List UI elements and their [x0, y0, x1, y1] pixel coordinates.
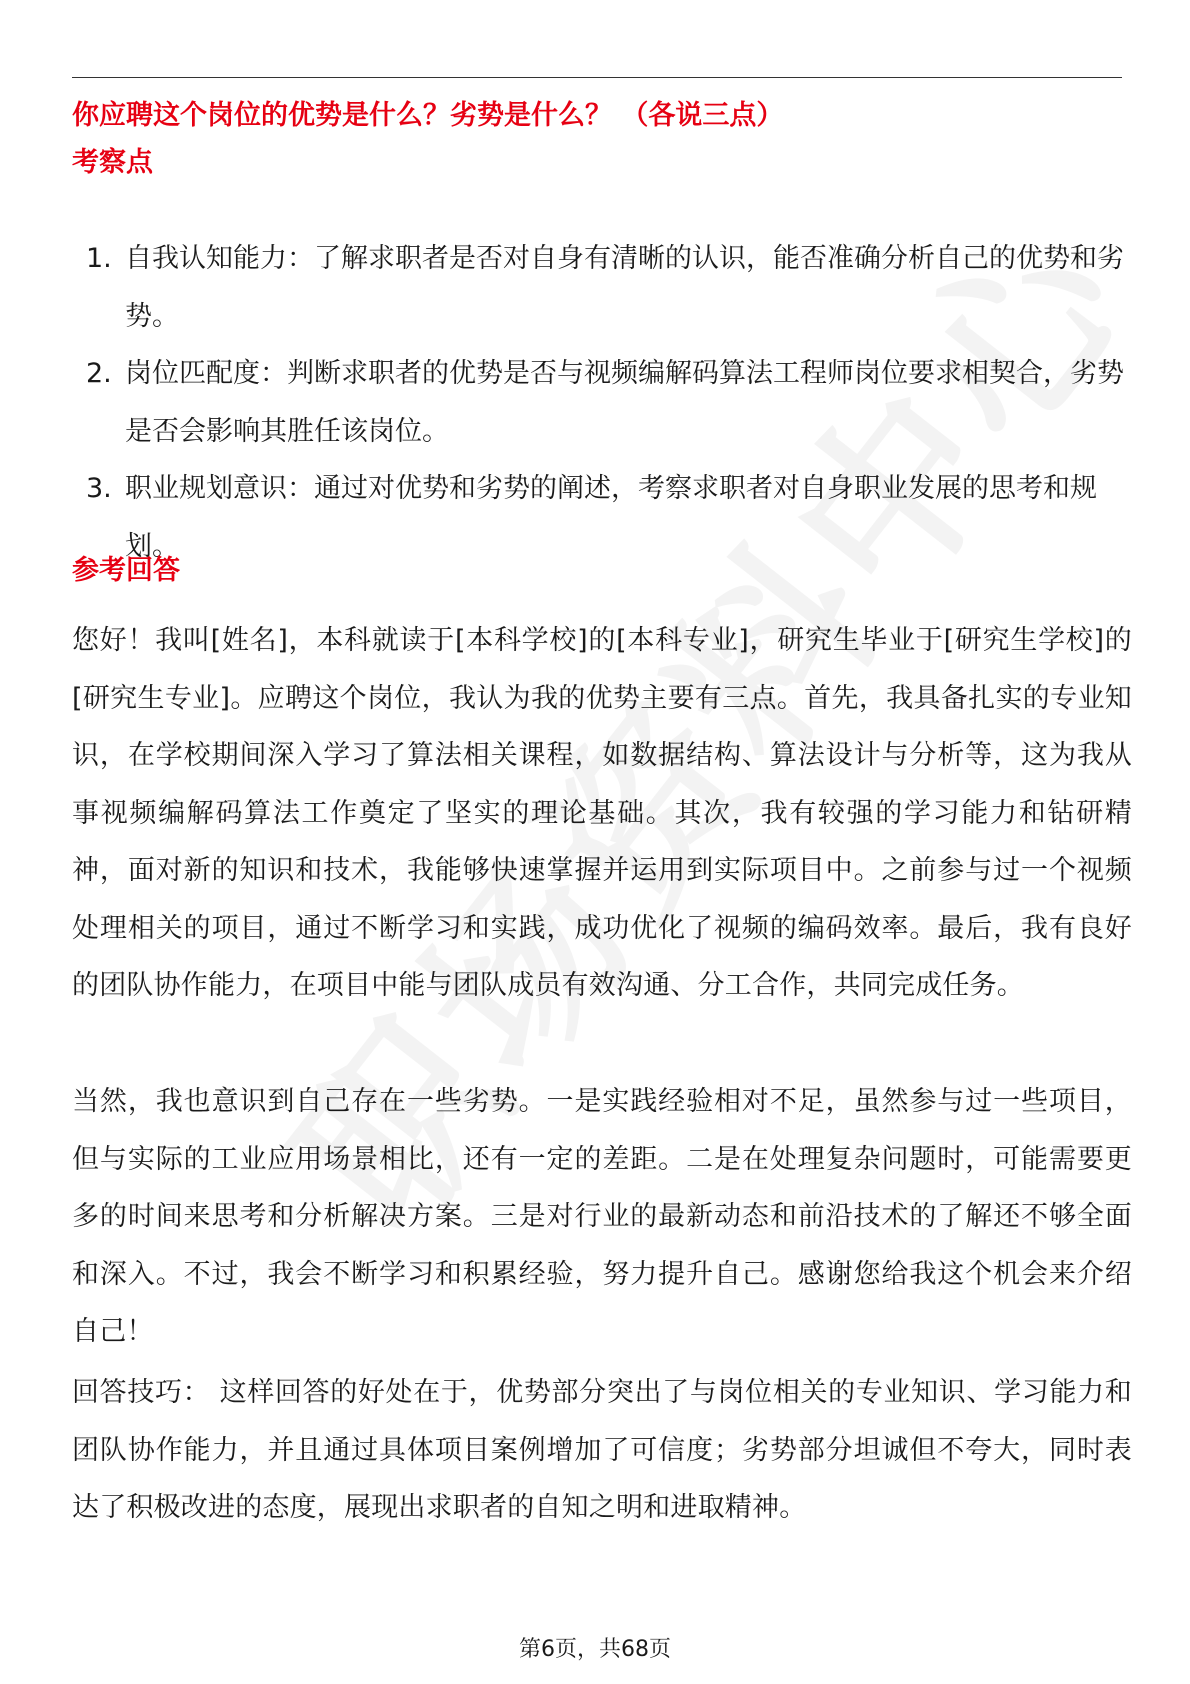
exam-points-list	[72, 230, 1132, 575]
answer-heading: 参考回答	[72, 555, 180, 586]
exam-point-item	[72, 230, 1132, 345]
answer-paragraph-strengths: 您好！我叫[姓名]，本科就读于[本科学校]的[本科专业]，研究生毕业于[研究生学校]的[研究生专业]。应聘这个岗位，我认为我的优势主要有三点。首先，我具备扎实的专业知识，在学校期间深入学习了算法相关课程，如数据结构、算法设计与分析等，这为我从事视频编解码算法工作奠定了坚实的理论基础。其次，我有较强的学习能力和钻研精神，面对新的知识和技术，我能够快速掌握并运用到实际项目中。之前参与过一个视频处理相关的项目，通过不断学习和实践，成功优化了视频的编码效率。最后，我有良好的团队协作能力，在项目中能与团队成员有效沟通、分工合作，共同完成任务。	[72, 625, 1132, 1001]
list-number: 3.	[86, 473, 112, 504]
exam-point-item	[72, 345, 1132, 460]
exam-point-text: 岗位匹配度：判断求职者的优势是否与视频编解码算法工程师岗位要求相契合，劣势是否会影响其胜任该岗位。	[125, 358, 1124, 447]
exam-point-text: 职业规划意识：通过对优势和劣势的阐述，考察求职者对自身职业发展的思考和规划。	[125, 473, 1097, 562]
list-number: 2.	[86, 358, 112, 389]
list-number: 1.	[86, 243, 112, 274]
answer-tips: 回答技巧： 这样回答的好处在于，优势部分突出了与岗位相关的专业知识、学习能力和团队协作能力，并且通过具体项目案例增加了可信度；劣势部分坦诚但不夸大，同时表达了积极改进的态度，展现出求职者的自知之明和进取精神。	[72, 1377, 1132, 1523]
page-footer: 第6页，共68页	[519, 1637, 671, 1662]
question-title: 你应聘这个岗位的优势是什么？劣势是什么？ （各说三点）	[72, 100, 784, 131]
answer-paragraph-weaknesses: 当然，我也意识到自己存在一些劣势。一是实践经验相对不足，虽然参与过一些项目，但与实际的工业应用场景相比，还有一定的差距。二是在处理复杂问题时，可能需要更多的时间来思考和分析解决方案。三是对行业的最新动态和前沿技术的了解还不够全面和深入。不过，我会不断学习和积累经验，努力提升自己。感谢您给我这个机会来介绍自己！	[72, 1086, 1132, 1347]
exam-point-text: 自我认知能力：了解求职者是否对自身有清晰的认识，能否准确分析自己的优势和劣势。	[125, 243, 1124, 332]
exam-points-heading: 考察点	[72, 147, 153, 178]
top-divider	[72, 77, 1122, 78]
